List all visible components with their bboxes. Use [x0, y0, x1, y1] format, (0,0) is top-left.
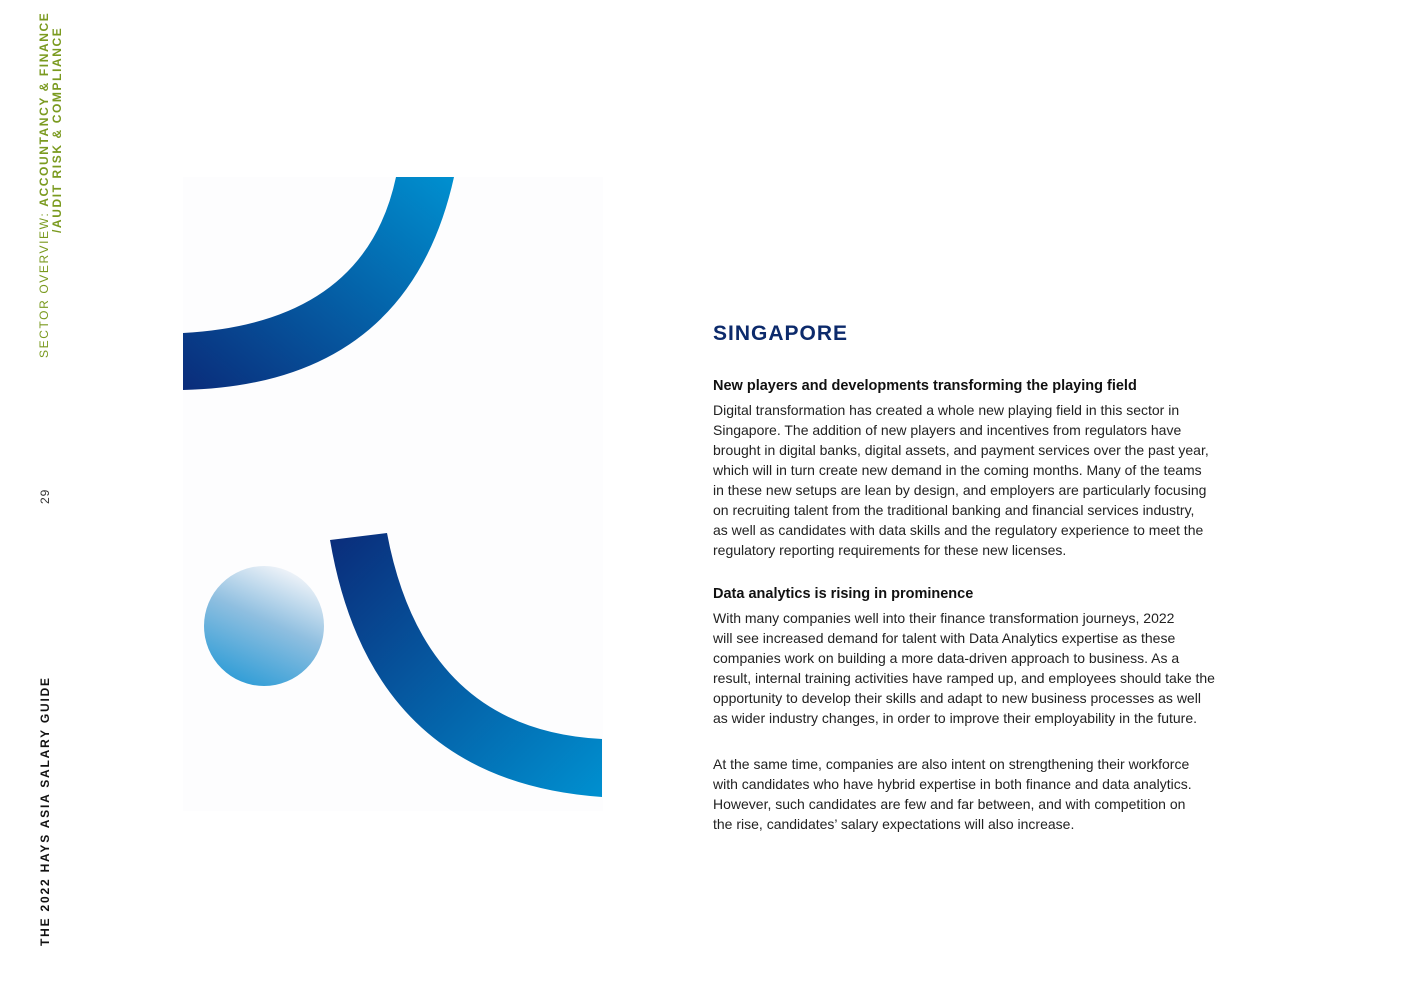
decorative-artwork	[183, 177, 603, 811]
section-body-2b: At the same time, companies are also intent on strengthening their workforce with candidates who have hybrid expertise in both finance and data analytics. However, such candidates are few and far between, and with competition on the rise, candidates’ salary expectations will also increase.	[713, 756, 1192, 832]
section-heading-2: Data analytics is rising in prominence	[713, 586, 974, 602]
page-number: 29	[38, 488, 52, 504]
sector-prefix: SECTOR OVERVIEW:	[37, 206, 51, 358]
section-body-1: Digital transformation has created a whole new playing field in this sector in Singapore. The addition of new players and incentives from regulators have brought in digital banks, digital assets, and payment services over the past year, which will in turn create new demand in the coming months. Many of the teams in these new setups are lean by design, and employers are particularly focusing on recruiting talent from the traditional banking and financial services industry, as well as candidates with data skills and the regulatory experience to meet the regulatory reporting requirements for these new licenses.	[713, 402, 1209, 558]
page-title: SINGAPORE	[713, 322, 849, 345]
section-body-2: With many companies well into their finance transformation journeys, 2022 will see increased demand for talent with Data Analytics expertise as these companies work on building a more data-driven approach to business. As a result, internal training activities have ramped up, and employees should take the opportunity to develop their skills and adapt to new business processes as well as wider industry changes, in order to improve their employability in the future.	[713, 610, 1215, 726]
sector-overview-label	[37, 11, 64, 358]
section-heading-1: New players and developments transforming the playing field	[713, 378, 1137, 394]
gradient-sphere	[204, 566, 324, 686]
guide-title: THE 2022 HAYS ASIA SALARY GUIDE	[38, 676, 52, 946]
sector-line-2: /AUDIT RISK & COMPLIANCE	[50, 26, 64, 233]
main-content	[713, 322, 1313, 834]
sector-line-1: ACCOUNTANCY & FINANCE	[37, 11, 51, 207]
